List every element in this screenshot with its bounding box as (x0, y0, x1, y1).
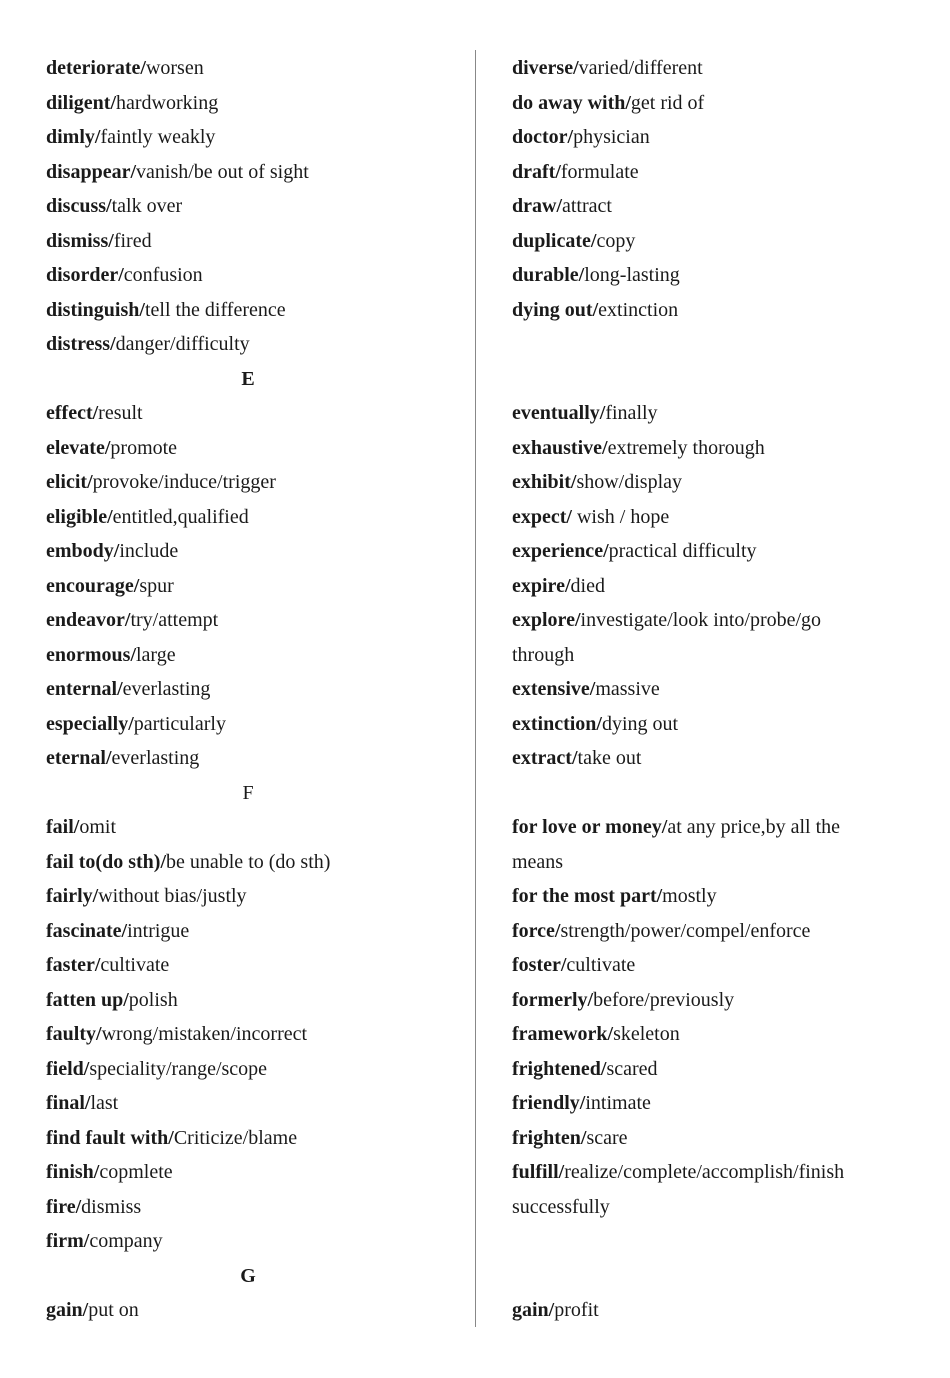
glossary-entry (512, 672, 912, 707)
glossary-entry (512, 1121, 912, 1156)
entry-term: fatten up/ (46, 988, 129, 1011)
entry-term: fairly/ (46, 885, 99, 907)
entry-term: doctor/ (512, 126, 574, 148)
entry-term: deteriorate/ (46, 57, 146, 79)
entry-definition: tell the difference (144, 298, 286, 321)
glossary-entry (512, 914, 912, 949)
entry-term: fascinate/ (46, 919, 128, 942)
entry-term: enternal/ (46, 678, 123, 700)
blank-line (512, 1259, 912, 1294)
glossary-entry (512, 120, 912, 155)
entry-definition: hardworking (116, 91, 219, 114)
entry-term: exhaustive/ (512, 436, 608, 459)
entry-term: dimly/ (46, 126, 101, 148)
entry-term: especially/ (46, 712, 134, 735)
entry-definition: everlasting (122, 678, 211, 700)
entry-term: experience/ (512, 540, 609, 562)
glossary-entry (512, 500, 912, 535)
entry-definition: provoke/induce/trigger (92, 471, 276, 493)
entry-continuation: through (512, 643, 575, 666)
glossary-entry (46, 672, 456, 707)
entry-definition: at any price,by all the (667, 816, 841, 838)
entry-term: discuss/ (46, 195, 112, 217)
entry-definition: particularly (133, 712, 226, 735)
entry-definition: put on (88, 1299, 139, 1321)
glossary-entry (46, 914, 456, 949)
entry-term: distinguish/ (46, 298, 145, 321)
glossary-entry (46, 1017, 456, 1052)
entry-definition: strength/power/compel/enforce (560, 919, 811, 942)
entry-definition: finally (605, 402, 658, 424)
entry-definition: varied/different (578, 57, 703, 79)
entry-term: eternal/ (46, 747, 112, 769)
glossary-entry (46, 500, 456, 535)
entry-term: encourage/ (46, 574, 140, 597)
left-column (46, 51, 456, 1328)
glossary-entry (512, 51, 912, 86)
blank-line (512, 1224, 912, 1259)
entry-definition: practical difficulty (608, 540, 757, 562)
entry-definition: copmlete (99, 1161, 173, 1183)
entry-term: dying out/ (512, 298, 599, 321)
glossary-entry (46, 258, 456, 293)
entry-term: extinction/ (512, 712, 602, 735)
glossary-entry (512, 293, 912, 328)
entry-term: framework/ (512, 1023, 614, 1045)
glossary-entry (512, 879, 912, 914)
glossary-entry (46, 983, 456, 1018)
entry-term: fail/ (46, 816, 80, 838)
entry-definition: danger/difficulty (115, 333, 250, 355)
entry-term: extract/ (512, 747, 578, 769)
entry-term: enormous/ (46, 643, 136, 666)
entry-definition: cultivate (566, 954, 636, 976)
glossary-entry (46, 1190, 456, 1225)
entry-term: find fault with/ (46, 1126, 174, 1149)
glossary-entry (46, 741, 456, 776)
glossary-entry (512, 1017, 912, 1052)
entry-term: for the most part/ (512, 885, 663, 907)
entry-term: exhibit/ (512, 471, 577, 493)
glossary-entry (46, 431, 456, 466)
entry-definition: result (98, 402, 143, 424)
entry-term: distress/ (46, 333, 116, 355)
glossary-entry (46, 845, 456, 880)
glossary-entry (512, 707, 912, 742)
entry-definition: investigate/look into/probe/go (580, 609, 822, 631)
entry-definition: show/display (576, 471, 683, 493)
entry-term: formerly/ (512, 988, 594, 1011)
entry-definition: omit (79, 816, 117, 838)
entry-definition: talk over (111, 195, 183, 217)
entry-term: frighten/ (512, 1126, 587, 1149)
entry-term: frightened/ (512, 1057, 607, 1080)
glossary-entry (46, 603, 456, 638)
entry-definition: intrigue (127, 919, 190, 942)
glossary-entry (46, 638, 456, 673)
entry-definition: vanish/be out of sight (136, 160, 309, 183)
glossary-entry (512, 1293, 912, 1328)
glossary-entry (512, 86, 912, 121)
glossary-entry (46, 1052, 456, 1087)
entry-definition: faintly weakly (100, 126, 216, 148)
blank-line (512, 776, 912, 811)
entry-term: finish/ (46, 1161, 100, 1183)
entry-definition: worsen (145, 57, 204, 79)
entry-continuation: means (512, 850, 564, 873)
entry-term: durable/ (512, 264, 585, 286)
glossary-entry (46, 1086, 456, 1121)
glossary-entry (46, 293, 456, 328)
entry-definition: confusion (123, 264, 203, 286)
entry-definition: realize/complete/accomplish/finish (564, 1161, 845, 1183)
glossary-entry (46, 1121, 456, 1156)
entry-term: eventually/ (512, 402, 606, 424)
entry-definition: try/attempt (130, 609, 219, 631)
glossary-entry (46, 707, 456, 742)
entry-definition: died (570, 574, 605, 597)
glossary-entry (512, 948, 912, 983)
entry-term: fulfill/ (512, 1161, 565, 1183)
entry-definition: extinction (598, 298, 679, 321)
glossary-entry (46, 120, 456, 155)
right-column (512, 51, 912, 1328)
entry-term: elicit/ (46, 471, 93, 493)
entry-term: firm/ (46, 1230, 90, 1252)
entry-term: elevate/ (46, 436, 111, 459)
entry-term: dismiss/ (46, 229, 114, 252)
entry-definition: massive (595, 678, 660, 700)
entry-term: fire/ (46, 1195, 82, 1218)
glossary-entry (46, 465, 456, 500)
entry-definition: wrong/mistaken/incorrect (101, 1023, 308, 1045)
entry-definition: everlasting (111, 747, 200, 769)
entry-definition: copy (596, 229, 636, 252)
glossary-entry (512, 396, 912, 431)
entry-term: diverse/ (512, 57, 579, 79)
entry-term: for love or money/ (512, 816, 668, 838)
entry-term: diligent/ (46, 91, 117, 114)
entry-definition: spur (139, 574, 174, 597)
entry-term: friendly/ (512, 1092, 586, 1114)
entry-term: extensive/ (512, 678, 596, 700)
entry-definition: entitled,qualified (112, 505, 249, 528)
glossary-entry (46, 534, 456, 569)
entry-definition: polish (128, 988, 178, 1011)
entry-definition: physician (573, 126, 650, 148)
glossary-entry (512, 1052, 912, 1087)
entry-definition: Criticize/blame (173, 1126, 298, 1149)
glossary-entry (46, 189, 456, 224)
entry-definition: include (119, 540, 179, 562)
glossary-entry (512, 1155, 912, 1190)
entry-term: expire/ (512, 574, 571, 597)
entry-term: final/ (46, 1092, 91, 1114)
glossary-entry (512, 569, 912, 604)
entry-term: field/ (46, 1057, 90, 1080)
glossary-entry (512, 1086, 912, 1121)
entry-term: duplicate/ (512, 229, 597, 252)
entry-definition: extremely thorough (607, 436, 765, 459)
entry-definition: formulate (560, 160, 639, 183)
glossary-entry (512, 224, 912, 259)
entry-definition: dying out (602, 712, 679, 735)
entry-definition: skeleton (613, 1023, 680, 1045)
entry-definition: take out (577, 747, 642, 769)
entry-definition: cultivate (100, 954, 170, 976)
entry-definition: mostly (662, 885, 717, 907)
blank-line (512, 327, 912, 362)
column-divider (475, 50, 476, 1327)
entry-term: faulty/ (46, 1023, 102, 1045)
glossary-entry (512, 603, 912, 638)
section-letter-heading: G (240, 1264, 256, 1287)
entry-term: faster/ (46, 954, 101, 976)
entry-definition: get rid of (630, 91, 705, 114)
glossary-entry (512, 155, 912, 190)
entry-term: fail to(do sth)/ (46, 850, 166, 873)
entry-definition: last (90, 1092, 119, 1114)
entry-term: gain/ (46, 1299, 89, 1321)
entry-term: do away with/ (512, 91, 631, 114)
entry-term: effect/ (46, 402, 99, 424)
section-letter-heading: E (241, 367, 255, 390)
entry-definition: promote (110, 436, 178, 459)
glossary-entry (512, 258, 912, 293)
entry-term: force/ (512, 919, 561, 942)
entry-term: embody/ (46, 540, 120, 562)
entry-term: endeavor/ (46, 609, 131, 631)
entry-definition: dismiss (81, 1195, 142, 1218)
glossary-entry (46, 86, 456, 121)
entry-definition: company (89, 1230, 163, 1252)
glossary-entry (46, 327, 456, 362)
glossary-entry (512, 431, 912, 466)
glossary-entry (512, 983, 912, 1018)
glossary-entry (512, 741, 912, 776)
glossary-entry (46, 1155, 456, 1190)
entry-definition: large (136, 643, 176, 666)
entry-definition: scared (606, 1057, 658, 1080)
glossary-entry (46, 810, 456, 845)
entry-definition: scare (586, 1126, 628, 1149)
glossary-entry (46, 1293, 456, 1328)
entry-term: disappear/ (46, 160, 137, 183)
entry-definition: long-lasting (584, 264, 680, 286)
blank-line (512, 362, 912, 397)
glossary-entry (512, 465, 912, 500)
glossary-entry (512, 534, 912, 569)
entry-definition: without bias/justly (98, 885, 247, 907)
entry-term: foster/ (512, 954, 567, 976)
glossary-entry (46, 948, 456, 983)
glossary-entry (46, 224, 456, 259)
glossary-entry (46, 51, 456, 86)
entry-term: draw/ (512, 195, 562, 217)
entry-definition: speciality/range/scope (89, 1057, 268, 1080)
entry-definition: before/previously (593, 988, 735, 1011)
entry-definition: wish / hope (571, 505, 670, 528)
entry-term: expect/ (512, 505, 572, 528)
glossary-entry (46, 1224, 456, 1259)
entry-definition: be unable to (do sth) (166, 850, 331, 873)
entry-definition: attract (562, 195, 612, 217)
entry-definition: profit (554, 1299, 599, 1321)
glossary-entry (46, 155, 456, 190)
entry-definition: intimate (585, 1092, 651, 1114)
glossary-entry (512, 189, 912, 224)
entry-term: eligible/ (46, 505, 113, 528)
entry-term: explore/ (512, 609, 581, 631)
section-letter-heading: F (242, 781, 254, 804)
entry-continuation: successfully (512, 1195, 610, 1218)
entry-definition: fired (113, 229, 152, 252)
glossary-entry (512, 810, 912, 845)
glossary-entry (46, 396, 456, 431)
glossary-entry (46, 569, 456, 604)
entry-term: disorder/ (46, 264, 124, 286)
entry-term: draft/ (512, 160, 561, 183)
entry-term: gain/ (512, 1299, 555, 1321)
glossary-entry (46, 879, 456, 914)
